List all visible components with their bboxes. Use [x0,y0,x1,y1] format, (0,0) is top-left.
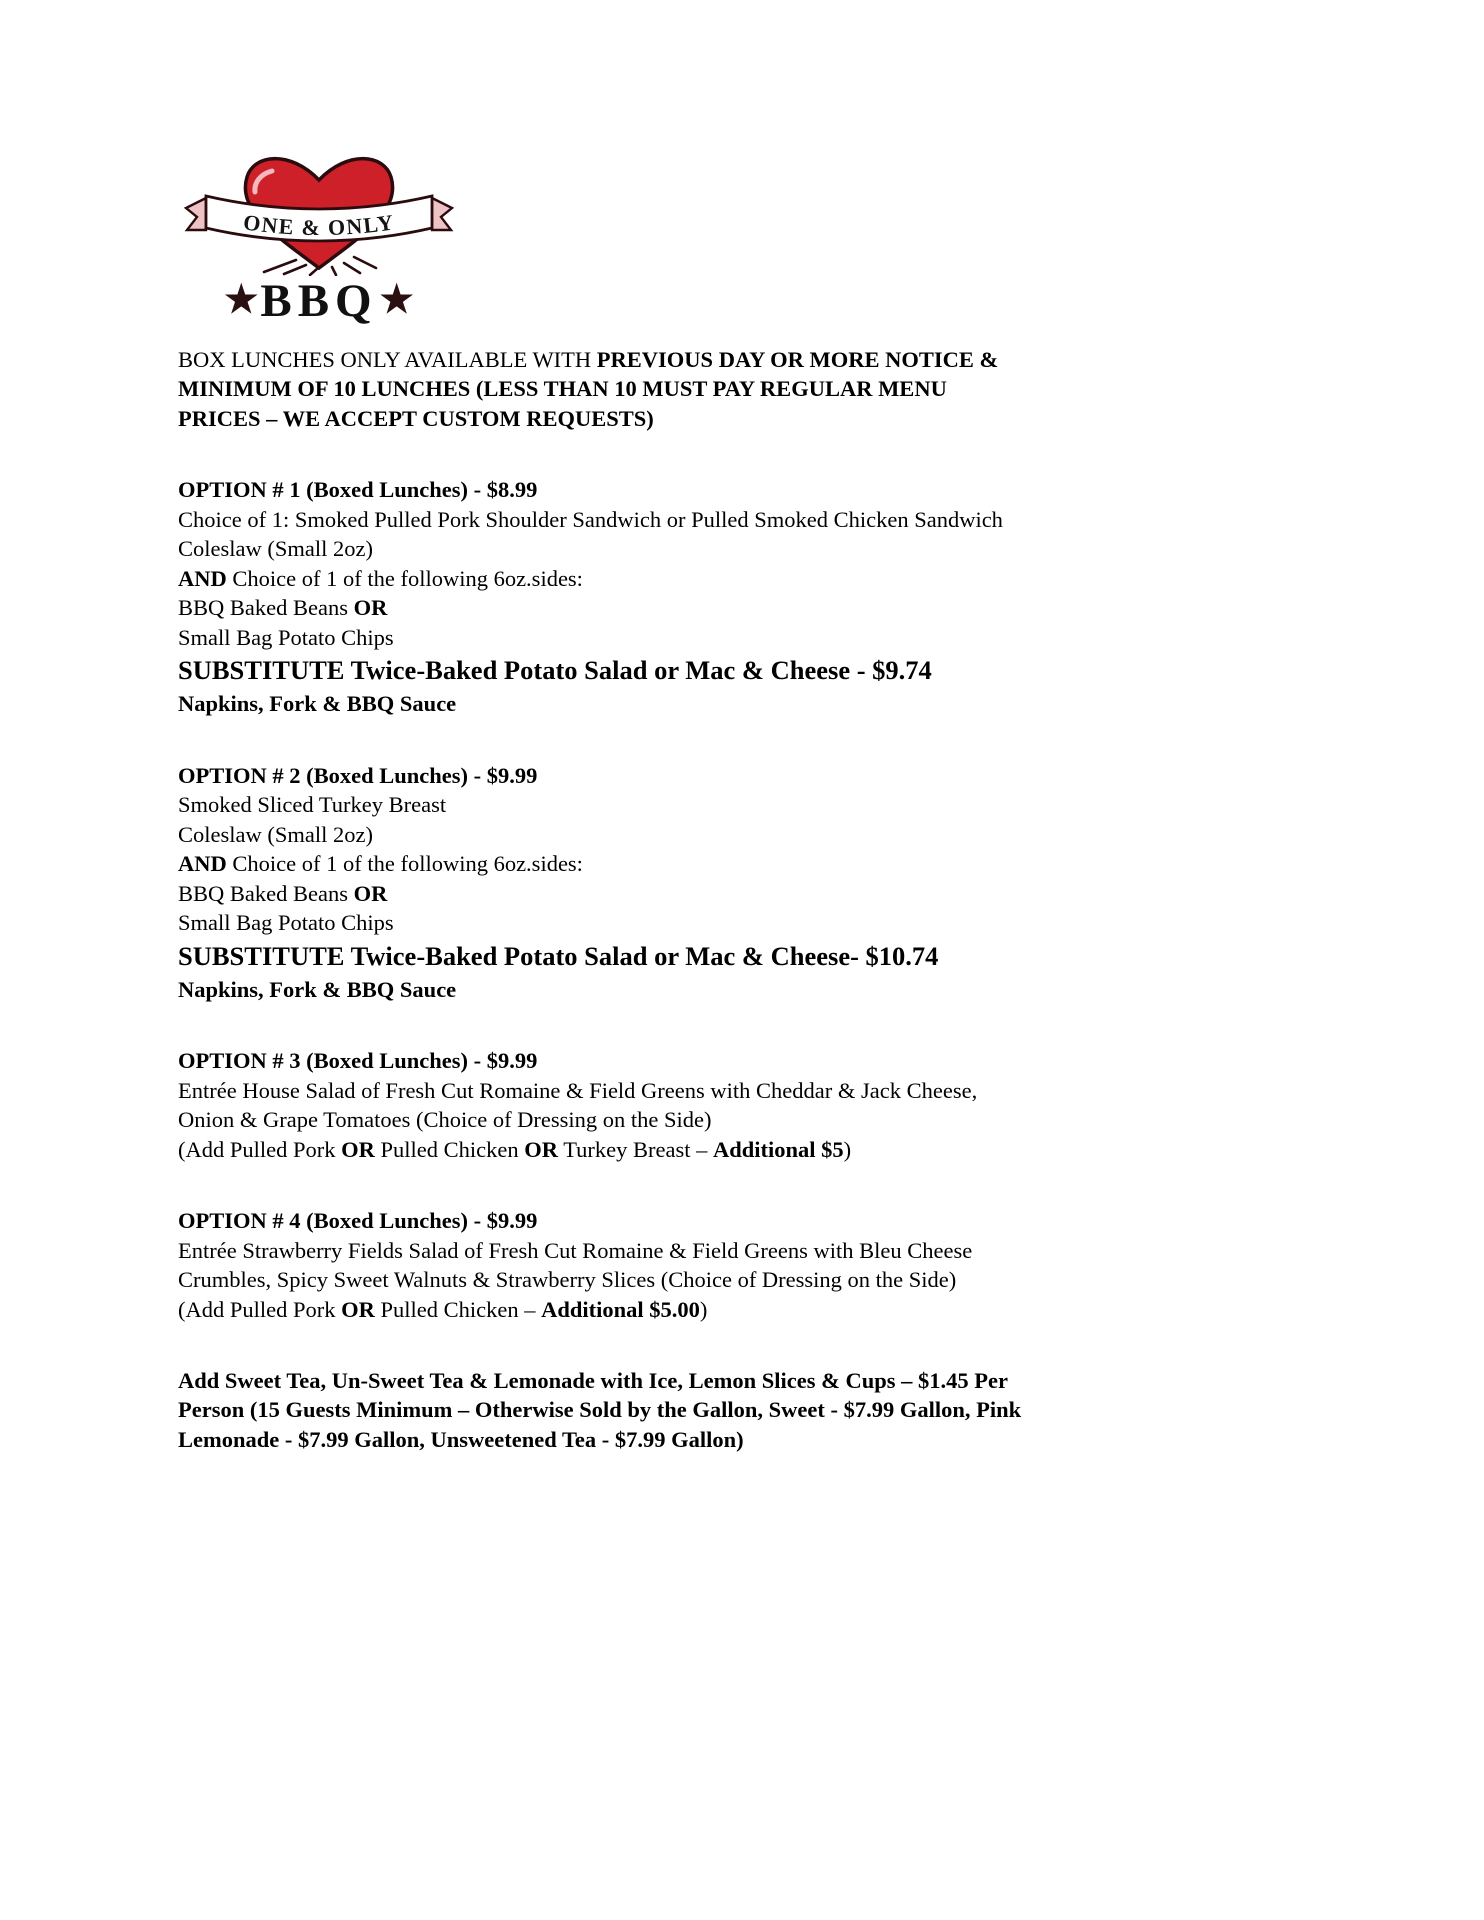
option-1-coleslaw: Coleslaw (Small 2oz) [178,536,373,562]
option-2-napkins: Napkins, Fork & BBQ Sauce [178,976,457,1002]
option-3-heading: OPTION # 3 (Boxed Lunches) - $9.99 [178,1048,538,1074]
option-4-section [178,1206,1034,1324]
option-2-sides-text: Choice of 1 of the following 6oz.sides: [226,851,583,877]
option-2-beans: BBQ Baked Beans [178,880,354,906]
option-2-section [178,761,1034,1004]
menu-content [178,138,1034,1454]
logo-wordmark [180,275,458,327]
intro-paragraph [178,345,1034,433]
option-4-suffix: ) [699,1296,708,1322]
option-1-chips: Small Bag Potato Chips [178,624,394,650]
option-4-mid-1: Pulled Chicken – [374,1296,542,1322]
option-3-mid-1: Pulled Chicken [374,1136,525,1162]
option-3-additional: Additional $5 [713,1136,844,1162]
option-1-and: AND [178,565,227,591]
logo-name: BBQ [260,275,378,327]
option-4-heading: OPTION # 4 (Boxed Lunches) - $9.99 [178,1208,538,1234]
option-1-sides-text: Choice of 1 of the following 6oz.sides: [226,565,583,591]
option-4-description: Entrée Strawberry Fields Salad of Fresh Cut Romaine & Field Greens with Bleu Cheese Crumbles, Spicy Sweet Walnuts & Strawberry Slices (Choice of Dressing on the Side) [178,1237,973,1293]
option-3-mid-2: Turkey Breast – [557,1136,713,1162]
heart-banner-icon [180,138,458,276]
option-1-or: OR [353,595,388,621]
option-3-description: Entrée House Salad of Fresh Cut Romaine & Field Greens with Cheddar & Jack Cheese, Onion & Grape Tomatoes (Choice of Dressing on the Side) [178,1077,978,1133]
option-3-suffix: ) [843,1136,852,1162]
ribbon-tail-right [432,198,452,230]
star-right-icon: ★ [379,279,414,321]
ribbon-tail-left [186,198,206,230]
option-1-choice: Choice of 1: Smoked Pulled Pork Shoulder Sandwich or Pulled Smoked Chicken Sandwich [178,506,1003,532]
option-4-or-1: OR [341,1296,375,1322]
star-left-icon: ★ [224,279,259,321]
option-2-sides-line [178,849,1034,878]
intro-normal-text: BOX LUNCHES ONLY AVAILABLE WITH [178,347,597,372]
option-2-and: AND [178,851,227,877]
option-2-chips: Small Bag Potato Chips [178,910,394,936]
option-2-or: OR [353,880,388,906]
option-1-sides-line [178,564,1034,593]
option-2-beans-line [178,879,1034,908]
option-1-heading: OPTION # 1 (Boxed Lunches) - $8.99 [178,477,538,503]
option-2-coleslaw: Coleslaw (Small 2oz) [178,821,373,847]
option-2-turkey: Smoked Sliced Turkey Breast [178,792,447,818]
option-2-substitute: SUBSTITUTE Twice-Baked Potato Salad or Mac & Cheese- $10.74 [178,940,939,971]
option-1-napkins: Napkins, Fork & BBQ Sauce [178,691,457,717]
option-4-add-prefix: (Add Pulled Pork [178,1296,342,1322]
option-1-section [178,475,1034,718]
option-1-beans: BBQ Baked Beans [178,595,354,621]
option-3-add-line [178,1135,1034,1164]
option-3-section [178,1046,1034,1164]
option-2-heading: OPTION # 2 (Boxed Lunches) - $9.99 [178,762,538,788]
option-3-add-prefix: (Add Pulled Pork [178,1136,342,1162]
bbq-logo [180,138,458,325]
option-3-or-1: OR [341,1136,375,1162]
intro-bold-text: PREVIOUS DAY OR MORE NOTICE & MINIMUM OF 10 LUNCHES (LESS THAN 10 MUST PAY REGULAR MENU PRICES – WE ACCEPT CUSTOM REQUESTS) [178,347,999,431]
option-1-substitute: SUBSTITUTE Twice-Baked Potato Salad or Mac & Cheese - $9.74 [178,655,932,686]
beverages-paragraph: Add Sweet Tea, Un-Sweet Tea & Lemonade with Ice, Lemon Slices & Cups – $1.45 Per Person (15 Guests Minimum – Otherwise Sold by the Gallon, Sweet - $7.99 Gallon, Pink Lemonade - $7.99 Gallon, Unsweetened Tea - $7.99 Gallon) [178,1367,1022,1452]
option-4-add-line [178,1295,1034,1324]
ribbon-text-path: ONE & ONLY [241,209,397,241]
option-3-or-2: OR [524,1136,558,1162]
option-4-additional: Additional $5.00 [541,1296,700,1322]
option-1-beans-line [178,593,1034,622]
